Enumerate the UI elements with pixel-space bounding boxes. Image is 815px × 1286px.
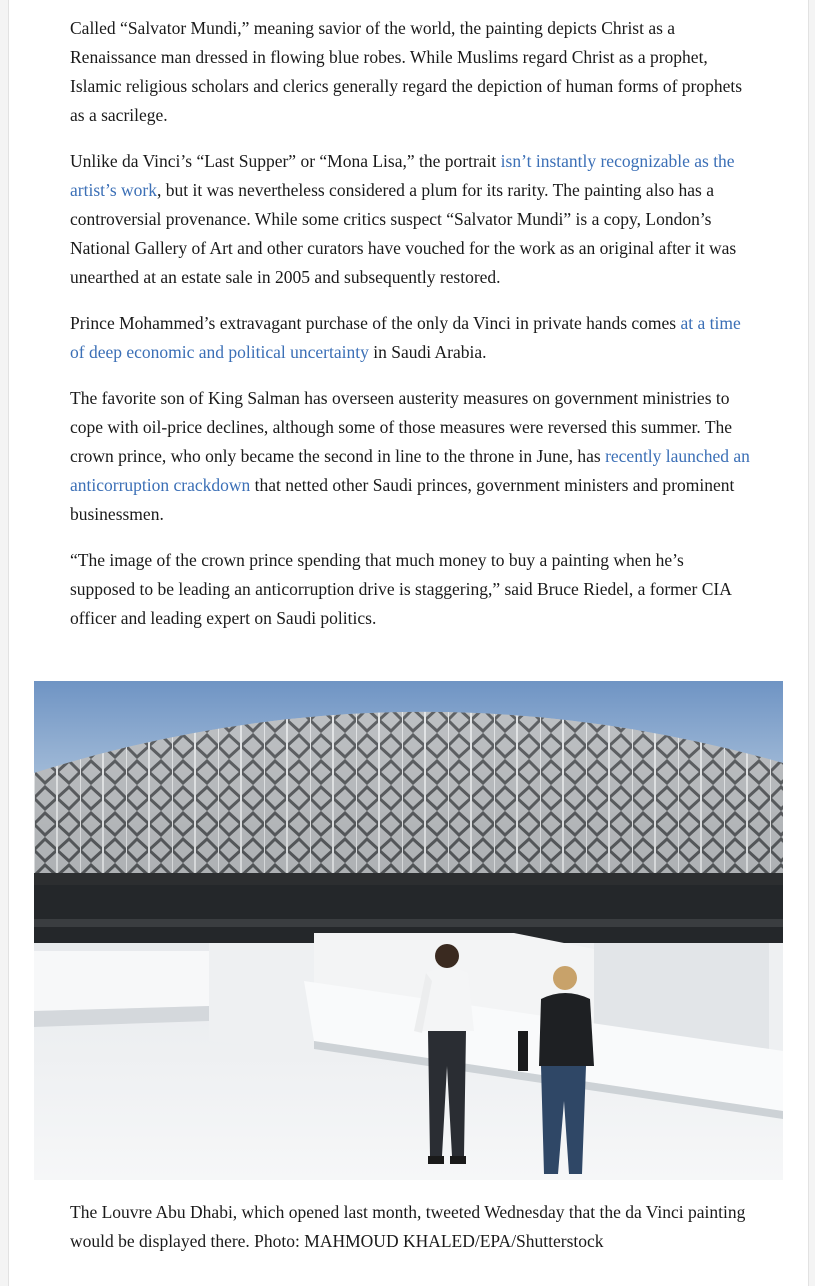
article-photo-louvre-abu-dhabi: [34, 681, 783, 1180]
paragraph-text: that netted other Saudi princes, government ministers and prominent businessmen.: [70, 475, 735, 524]
paragraph-salvator-mundi: Called “Salvator Mundi,” meaning savior of the world, the painting depicts Christ as a Renaissance man dressed in flowing blue robes. While Muslims regard Christ as a prophet, Islamic religious scholars and clerics generally regard the depiction of human forms of prophets as a sacrilege.: [70, 18, 743, 125]
paragraph-text: The favorite son of King Salman has overseen austerity measures on government ministries to cope with oil-price declines, although some of those measures were reversed this summer. The crown prince, who only became the second in line to the throne in June, has: [70, 388, 733, 466]
paragraph-text: , but it was nevertheless considered a plum for its rarity. The painting also has a controversial provenance. While some critics suspect “Salvator Mundi” is a copy, London’s National Gallery of Art and other curators have vouched for the work as an original after it was unearthed at an estate sale in 2005 and subsequently restored.: [70, 180, 737, 287]
paragraph-riedel-quote: “The image of the crown prince spending that much money to buy a painting when he’s supposed to be leading an anticorruption drive is staggering,” said Bruce Riedel, a former CIA officer and leading expert on Saudi politics.: [70, 550, 731, 628]
link-uncertainty[interactable]: at a time of deep economic and political uncertainty: [70, 313, 741, 362]
photo-caption: The Louvre Abu Dhabi, which opened last month, tweeted Wednesday that the da Vinci painting would be displayed there. Photo: MAHMOUD KHALED/EPA/Shutterstock: [70, 1202, 746, 1251]
window-frame-left: [0, 0, 9, 1286]
article-body: [70, 14, 750, 650]
link-not-recognizable[interactable]: isn’t instantly recognizable as the artist’s work: [70, 151, 735, 200]
paragraph-purchase: [70, 309, 750, 367]
paragraph-provenance: [70, 147, 750, 292]
paragraph-text: Prince Mohammed’s extravagant purchase of the only da Vinci in private hands comes: [70, 313, 681, 333]
paragraph-text: in Saudi Arabia.: [368, 342, 487, 362]
paragraph-austerity: [70, 384, 750, 529]
paragraph-text: Unlike da Vinci’s “Last Supper” or “Mona Lisa,” the portrait: [70, 151, 501, 171]
window-frame-right: [808, 0, 815, 1286]
link-anticorruption-crackdown[interactable]: recently launched an anticorruption crackdown: [70, 446, 750, 495]
